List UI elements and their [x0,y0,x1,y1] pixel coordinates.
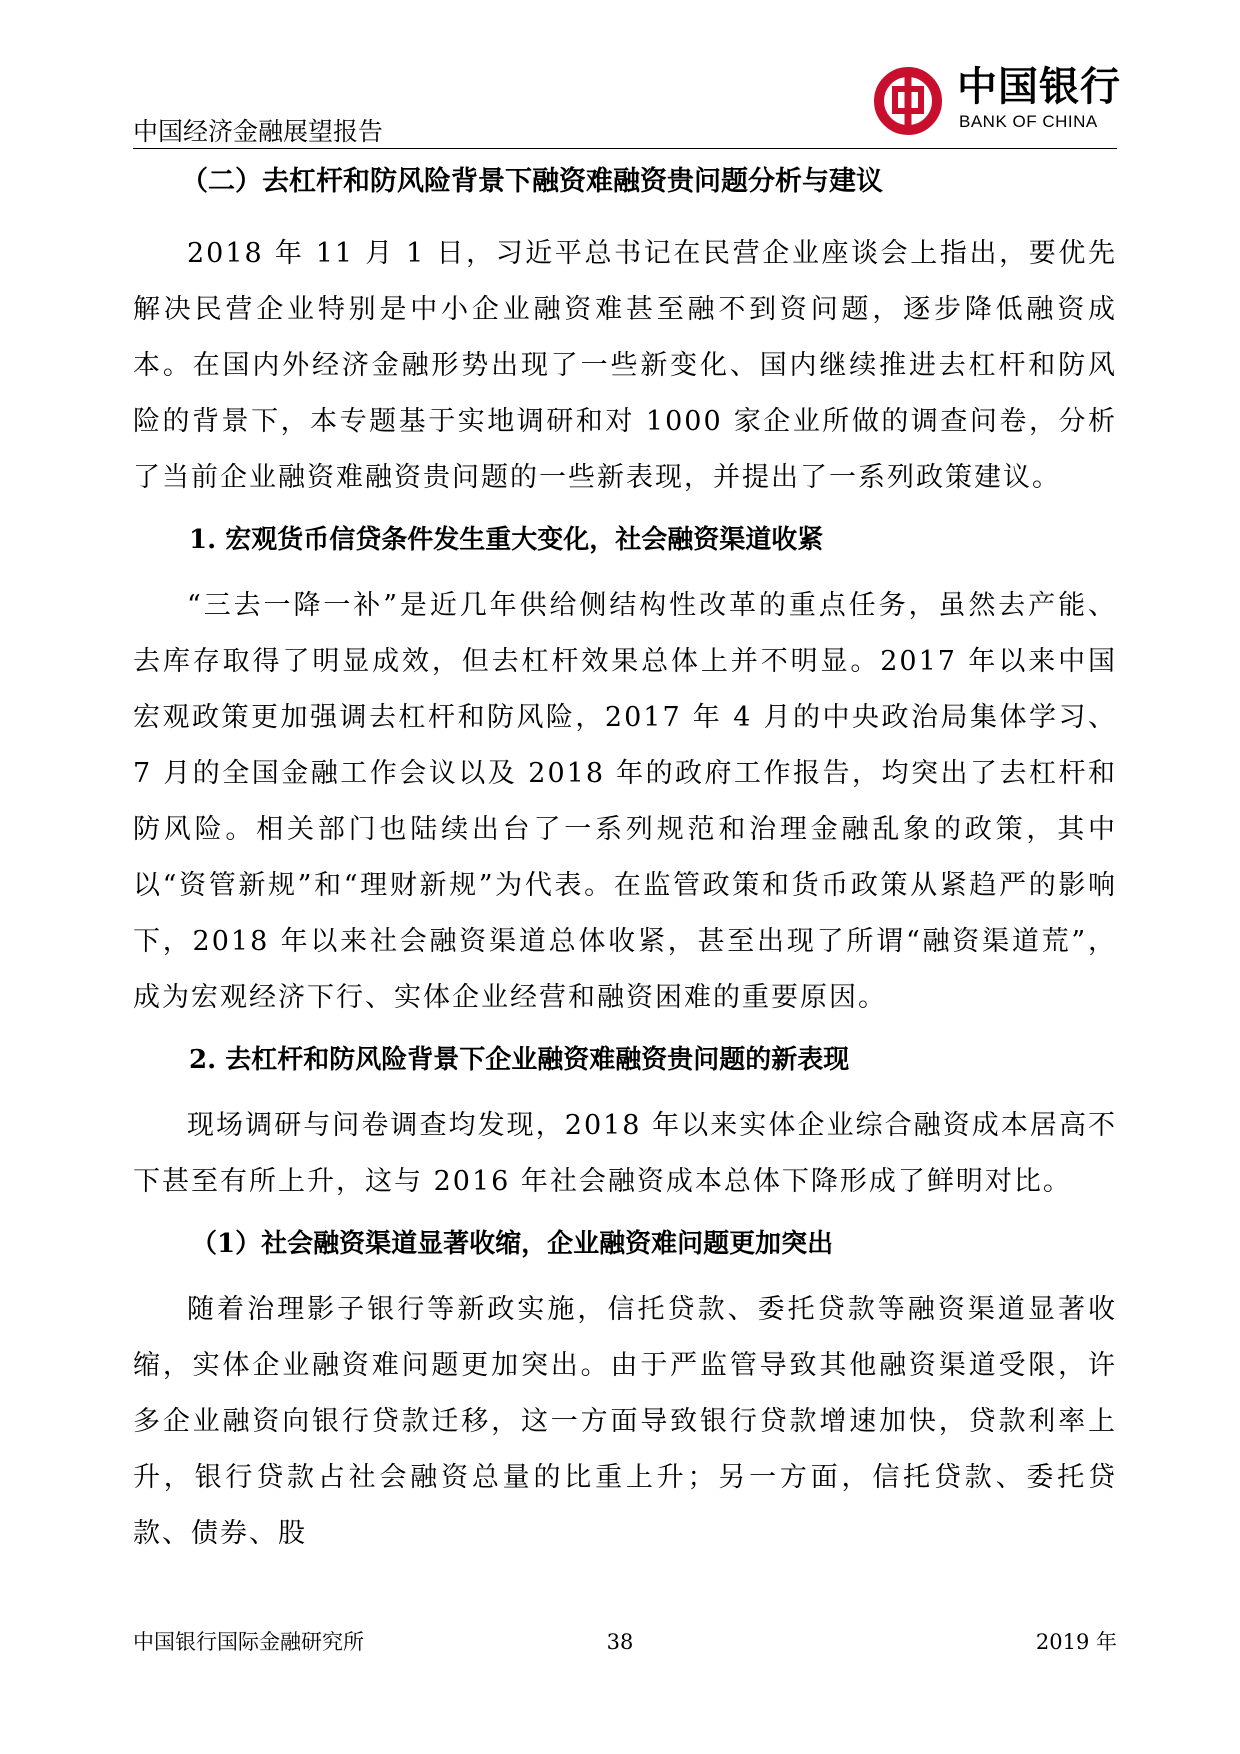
bank-of-china-emblem-icon [873,66,943,136]
logo-english-name: BANK OF CHINA [959,112,1098,131]
subsection-1-title: 1. 宏观货币信贷条件发生重大变化，社会融资渠道收紧 [189,525,824,555]
point-1-paragraph: 随着治理影子银行等新政实施，信托贷款、委托贷款等融资渠道显著收缩，实体企业融资难问题更加突出。由于严监管导致其他融资渠道受限，许多企业融资向银行贷款迁移，这一方面导致银行贷款增速加快，贷款利率上升，银行贷款占社会融资总量的比重上升；另一方面，信托贷款、委托贷款、债券、股 [133,1294,1117,1549]
page-content [133,160,1117,1574]
subsection-2-title: 2. 去杠杆和防风险背景下企业融资难融资贵问题的新表现 [189,1045,850,1075]
footer-institution: 中国银行国际金融研究所 [133,1630,364,1654]
header-divider [133,148,1117,149]
page-number: 38 [606,1630,634,1654]
bank-logo [873,60,1123,142]
logo-chinese-name: 中国银行 [957,63,1121,110]
footer-year: 2019 年 [1035,1630,1117,1654]
report-title: 中国经济金融展望报告 [133,117,384,146]
section-title: （二）去杠杆和防风险背景下融资难融资贵问题分析与建议 [181,166,883,197]
subsection-2-paragraph: 现场调研与问卷调查均发现，2018 年以来实体企业综合融资成本居高不下甚至有所上升，这与 2016 年社会融资成本总体下降形成了鲜明对比。 [133,1110,1117,1197]
point-1-title: （1）社会融资渠道显著收缩，企业融资难问题更加突出 [191,1229,834,1259]
intro-paragraph: 2018 年 11 月 1 日，习近平总书记在民营企业座谈会上指出，要优先解决民营企业特别是中小企业融资难甚至融不到资问题，逐步降低融资成本。在国内外经济金融形势出现了一些新变化、国内继续推进去杠杆和防风险的背景下，本专题基于实地调研和对 1000 家企业所做的调查问卷，分析了当前企业融资难融资贵问题的一些新表现，并提出了一系列政策建议。 [133,238,1117,493]
subsection-1-paragraph: “三去一降一补”是近几年供给侧结构性改革的重点任务，虽然去产能、去库存取得了明显成效，但去杠杆效果总体上并不明显。2017 年以来中国宏观政策更加强调去杠杆和防风险，2017 年 4 月的中央政治局集体学习、7 月的全国金融工作会议以及 2018 年的政府工作报告，均突出了去杠杆和防风险。相关部门也陆续出台了一系列规范和治理金融乱象的政策，其中以“资管新规”和“理财新规”为代表。在监管政策和货币政策从紧趋严的影响下，2018 年以来社会融资渠道总体收紧，甚至出现了所谓“融资渠道荒”，成为宏观经济下行、实体企业经营和融资困难的重要原因。 [133,590,1117,1013]
